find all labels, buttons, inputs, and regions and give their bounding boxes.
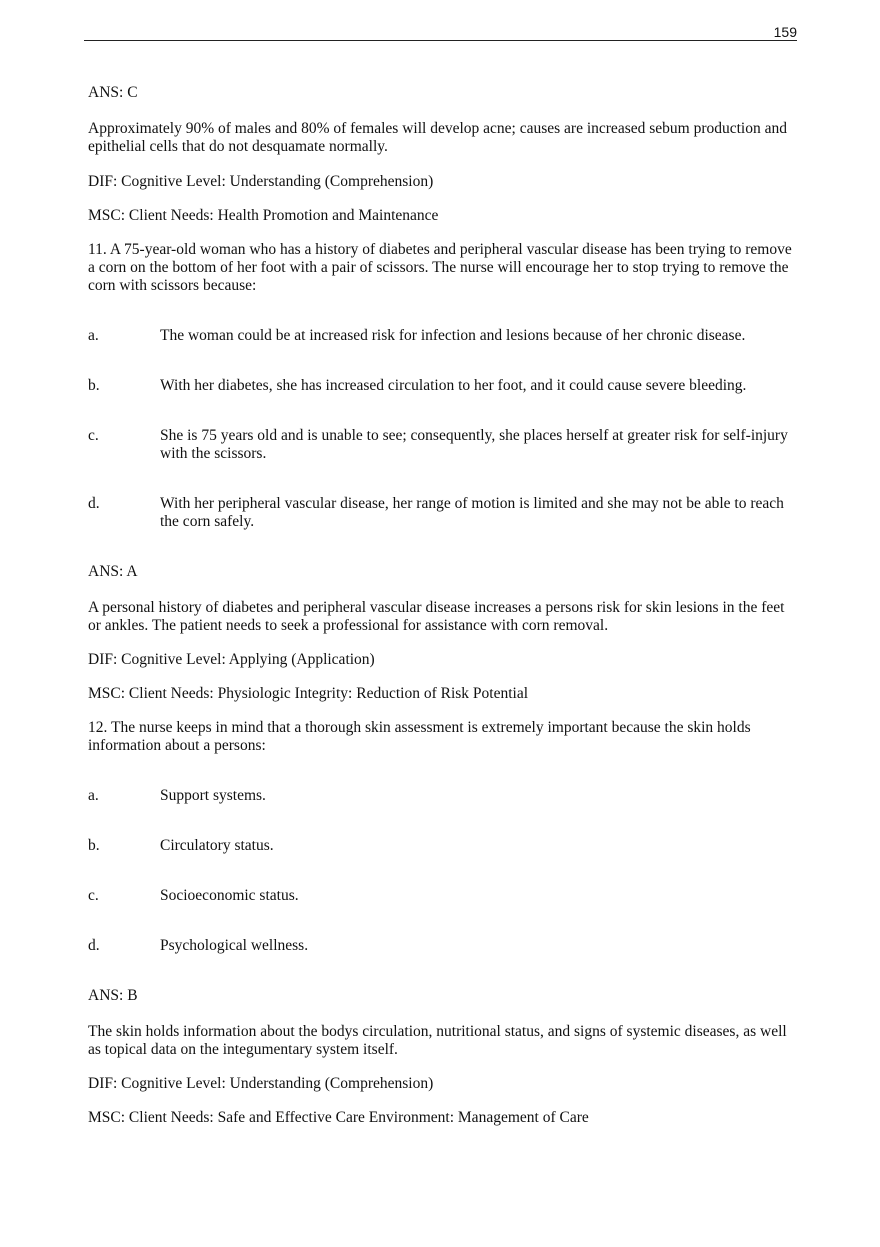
rationale: Approximately 90% of males and 80% of females will develop acne; causes are increased sebum production and epithelial cells that do not desquamate normally.: [88, 120, 787, 155]
question-stem: 11. A 75-year-old woman who has a history of diabetes and peripheral vascular disease has been trying to remove a corn on the bottom of her foot with a pair of scissors. The nurse will encourage her to stop trying to remove the corn with scissors because:: [88, 241, 792, 294]
choice-item: [88, 495, 793, 531]
choice-text: She is 75 years old and is unable to see; consequently, she places herself at greater risk for self-injury with the scissors.: [160, 427, 788, 462]
answer-line: ANS: B: [88, 987, 138, 1004]
choice-text: With her peripheral vascular disease, her range of motion is limited and she may not be able to reach the corn safely.: [160, 495, 784, 530]
choice-text: Circulatory status.: [160, 837, 274, 854]
choice-text: Support systems.: [160, 787, 266, 804]
choice-text: With her diabetes, she has increased circulation to her foot, and it could cause severe bleeding.: [160, 377, 747, 394]
difficulty-line: DIF: Cognitive Level: Applying (Application): [88, 651, 375, 668]
choice-item: [88, 377, 793, 395]
choice-item: [88, 937, 793, 955]
choice-list: [88, 327, 793, 531]
choice-item: [88, 327, 793, 345]
choice-text: The woman could be at increased risk for infection and lesions because of her chronic disease.: [160, 327, 746, 344]
choice-letter: c.: [88, 887, 99, 904]
choice-letter: a.: [88, 327, 99, 344]
difficulty-line: DIF: Cognitive Level: Understanding (Comprehension): [88, 173, 434, 190]
page-number: 159: [773, 24, 797, 40]
choice-letter: c.: [88, 427, 99, 444]
rationale: A personal history of diabetes and peripheral vascular disease increases a persons risk for skin lesions in the feet or ankles. The patient needs to seek a professional for assistance with corn removal.: [88, 599, 785, 634]
choice-item: [88, 427, 793, 463]
header-rule: [84, 40, 797, 41]
choice-letter: a.: [88, 787, 99, 804]
choice-letter: d.: [88, 495, 100, 512]
choice-item: [88, 837, 793, 855]
choice-letter: b.: [88, 377, 100, 394]
client-needs-line: MSC: Client Needs: Physiologic Integrity: Reduction of Risk Potential: [88, 685, 529, 702]
choice-text: Socioeconomic status.: [160, 887, 299, 904]
answer-line: ANS: A: [88, 563, 138, 580]
rationale: The skin holds information about the bodys circulation, nutritional status, and signs of systemic diseases, as well as topical data on the integumentary system itself.: [88, 1023, 787, 1058]
choice-letter: d.: [88, 937, 100, 954]
choice-item: [88, 787, 793, 805]
page-content: [88, 84, 793, 1127]
choice-list: [88, 787, 793, 955]
choice-item: [88, 887, 793, 905]
question-stem: 12. The nurse keeps in mind that a thorough skin assessment is extremely important because the skin holds information about a persons:: [88, 719, 751, 754]
difficulty-line: DIF: Cognitive Level: Understanding (Comprehension): [88, 1075, 434, 1092]
client-needs-line: MSC: Client Needs: Safe and Effective Care Environment: Management of Care: [88, 1109, 589, 1126]
answer-line: ANS: C: [88, 84, 138, 101]
client-needs-line: MSC: Client Needs: Health Promotion and Maintenance: [88, 207, 439, 224]
choice-text: Psychological wellness.: [160, 937, 309, 954]
choice-letter: b.: [88, 837, 100, 854]
